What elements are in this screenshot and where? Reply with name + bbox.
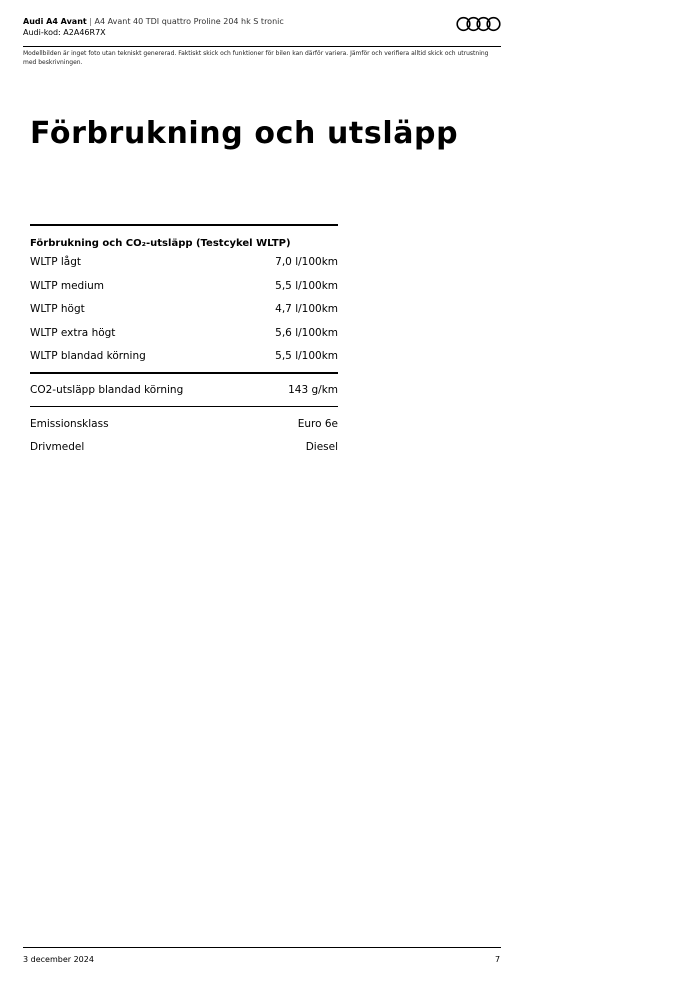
co2-row: [30, 374, 338, 406]
co2-label: CO2-utsläpp blandad körning: [30, 383, 184, 396]
fuel-label: Drivmedel: [30, 441, 85, 454]
co2-bottom-rule: [30, 406, 338, 408]
fuel-value: Diesel: [305, 441, 338, 454]
table-row: [30, 274, 338, 298]
footer-divider: [23, 947, 501, 948]
document-header: [23, 16, 501, 38]
table-row: [30, 321, 338, 345]
model-name: Audi A4 Avant: [23, 17, 87, 26]
emission-class-label: Emissionsklass: [30, 417, 109, 430]
audi-code-line: [23, 27, 501, 38]
row-value: 5,5 l/100km: [275, 279, 338, 292]
row-label: WLTP extra högt: [30, 326, 116, 339]
model-line: [23, 16, 501, 27]
row-value: 5,5 l/100km: [275, 350, 338, 363]
audi-code-value: A2A46R7X: [63, 28, 106, 37]
row-value: 7,0 l/100km: [275, 256, 338, 269]
row-label: WLTP medium: [30, 279, 105, 292]
table-row: [30, 298, 338, 322]
header-separator: |: [89, 17, 92, 26]
row-value: 4,7 l/100km: [275, 303, 338, 316]
co2-value: 143 g/km: [288, 383, 338, 396]
table-row: [30, 251, 338, 275]
model-variant: A4 Avant 40 TDI quattro Proline 204 hk S tronic: [94, 17, 284, 26]
footer-date: 3 december 2024: [23, 955, 94, 964]
audi-rings-logo-icon: [456, 16, 501, 32]
row-label: WLTP högt: [30, 303, 85, 316]
emission-class-row: [30, 412, 338, 436]
row-value: 5,6 l/100km: [275, 326, 338, 339]
emission-class-value: Euro 6e: [297, 417, 338, 430]
page-title: Förbrukning och utsläpp: [30, 116, 459, 151]
row-label: WLTP lågt: [30, 256, 82, 269]
audi-code-label: Audi-kod:: [23, 28, 61, 37]
disclaimer-text: Modellbilden är inget foto utan tekniskt genererad. Faktiskt skick och funktioner för bilen kan därför variera. Jämför och verifiera alltid skick och utrustning med beskrivningen.: [23, 50, 489, 66]
section-title: Förbrukning och CO₂-utsläpp (Testcykel WLTP): [30, 237, 291, 249]
page-number: 7: [495, 955, 501, 964]
consumption-table: [30, 224, 338, 459]
header-divider: [23, 46, 501, 47]
row-label: WLTP blandad körning: [30, 350, 146, 363]
table-row: [30, 345, 338, 369]
fuel-row: [30, 436, 338, 460]
